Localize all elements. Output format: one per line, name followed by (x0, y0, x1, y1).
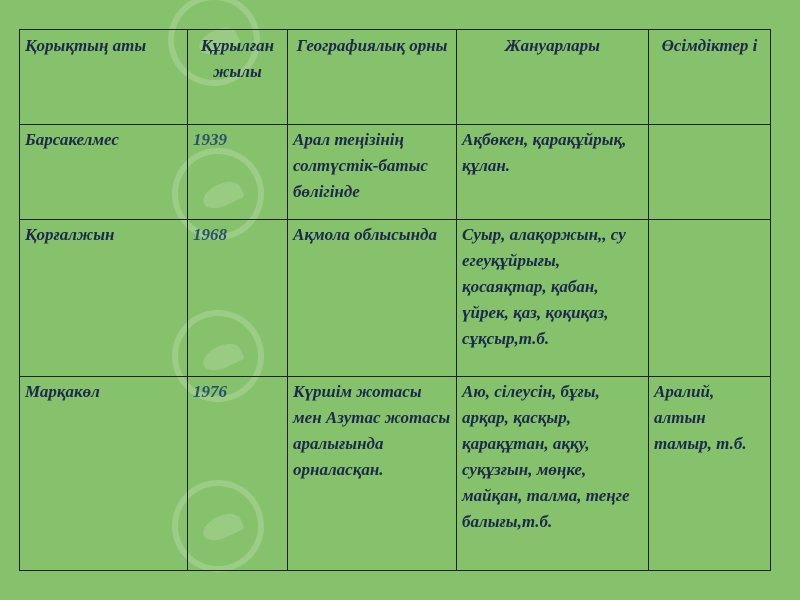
cell-geographic-location: Күршім жотасы мен Азутас жотасы аралығында орналасқан. (288, 377, 457, 571)
cell-founded-year: 1976 (188, 377, 288, 571)
header-plants: Өсімдіктер і (649, 30, 771, 125)
table-header-row (20, 30, 771, 125)
cell-reserve-name: Қорғалжын (20, 220, 188, 377)
cell-founded-year: 1968 (188, 220, 288, 377)
cell-geographic-location: Арал теңізінің солтүстік-батыс бөлігінде (288, 125, 457, 220)
table-row (20, 377, 771, 571)
cell-animals: Суыр, алақоржын,, су егеуқұйрығы, қосаяқтар, қабан, үйрек, қаз, қоқиқаз, сұқсыр,т.б. (457, 220, 649, 377)
reserves-table (19, 29, 771, 571)
table-row (20, 220, 771, 377)
header-geographic-location: Географиялық орны (288, 30, 457, 125)
header-reserve-name: Қорықтың аты (20, 30, 188, 125)
cell-plants: Аралий, алтын тамыр, т.б. (649, 377, 771, 571)
cell-animals: Ақбөкен, қарақұйрық, құлан. (457, 125, 649, 220)
cell-plants (649, 220, 771, 377)
header-founded-year: Құрылған жылы (188, 30, 288, 125)
cell-reserve-name: Марқакөл (20, 377, 188, 571)
cell-geographic-location: Ақмола облысында (288, 220, 457, 377)
cell-founded-year: 1939 (188, 125, 288, 220)
table-row (20, 125, 771, 220)
cell-reserve-name: Барсакелмес (20, 125, 188, 220)
cell-plants (649, 125, 771, 220)
header-animals: Жануарлары (457, 30, 649, 125)
cell-animals: Аю, сілеусін, бұғы, арқар, қасқыр, қарақұтан, аққу, суқұзғын, мөңке, майқан, талма, теңге балығы,т.б. (457, 377, 649, 571)
